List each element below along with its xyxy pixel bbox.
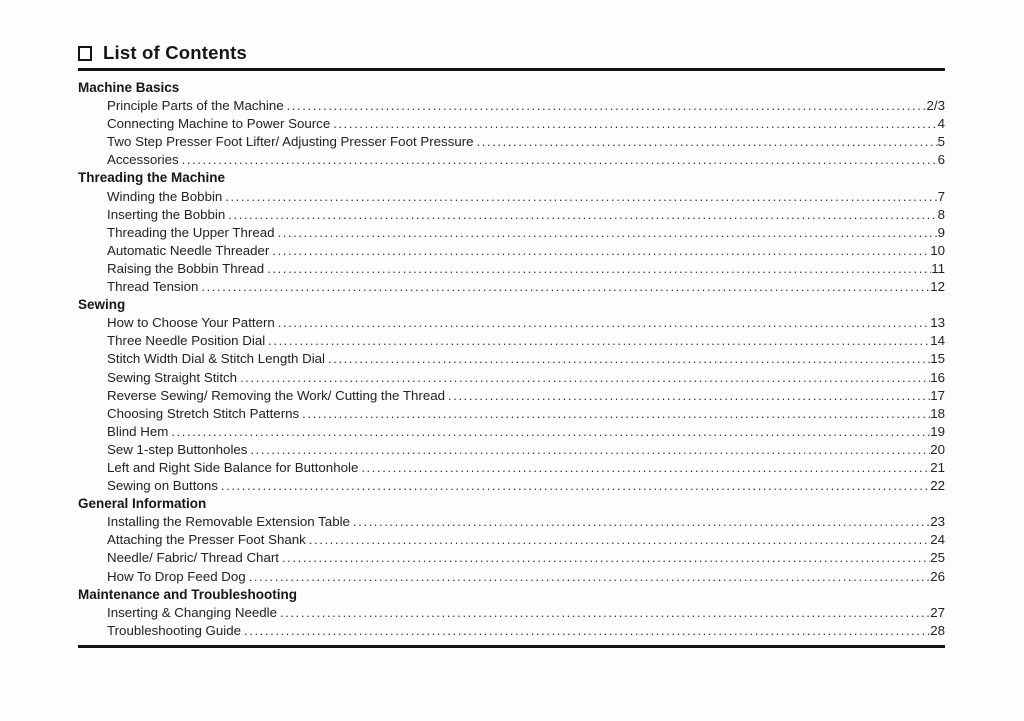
- toc-entry-label: Two Step Presser Foot Lifter/ Adjusting Presser Foot Pressure: [107, 134, 474, 150]
- toc-entry-label: Inserting & Changing Needle: [107, 604, 278, 620]
- toc-entry-page: 15: [930, 351, 945, 367]
- dot-leader: [278, 224, 938, 242]
- toc-entry-page: 10: [930, 242, 945, 258]
- section-heading-label: Threading the Machine: [78, 170, 226, 186]
- toc-entry-page: 19: [930, 423, 945, 439]
- toc-entry-label: Reverse Sewing/ Removing the Work/ Cutting the Thread: [107, 387, 446, 403]
- dot-leader: [201, 278, 930, 296]
- dot-leader: [272, 242, 930, 260]
- toc-entry-page: 5: [937, 134, 945, 150]
- dot-leader: [361, 459, 930, 477]
- page-title-row: [78, 42, 945, 64]
- toc-entry-label: Automatic Needle Threader: [107, 242, 270, 258]
- toc-entry: [78, 622, 945, 640]
- dot-leader: [353, 513, 930, 531]
- toc-entry-page: 6: [937, 152, 945, 168]
- title-rule: [78, 68, 945, 71]
- dot-leader: [448, 387, 930, 405]
- toc-entry-label: Sewing Straight Stitch: [107, 369, 238, 385]
- toc-entry-label: Raising the Bobbin Thread: [107, 260, 265, 276]
- toc-entry: [78, 369, 945, 387]
- toc-entry-page: 9: [937, 224, 945, 240]
- toc-entry-label: Troubleshooting Guide: [107, 622, 242, 638]
- section-heading-label: Machine Basics: [78, 80, 180, 95]
- dot-leader: [309, 531, 930, 549]
- toc-entry-page: 25: [930, 550, 945, 566]
- dot-leader: [302, 405, 930, 423]
- toc-entry: [78, 97, 945, 115]
- toc-section-heading: [78, 495, 945, 513]
- toc-entry-page: 17: [930, 387, 945, 403]
- toc-entry-page: 8: [937, 206, 945, 222]
- toc-entry: [78, 278, 945, 296]
- toc-entry-label: Thread Tension: [107, 279, 199, 295]
- dot-leader: [280, 604, 930, 622]
- dot-leader: [268, 332, 930, 350]
- toc-entry: [78, 459, 945, 477]
- square-bullet-icon: [78, 46, 92, 61]
- toc-entry: [78, 133, 945, 151]
- section-heading-label: Sewing: [78, 297, 126, 313]
- toc-entry-page: 16: [930, 369, 945, 385]
- toc-entry-page: 12: [930, 279, 945, 295]
- toc-entry-page: 23: [930, 514, 945, 530]
- toc-entry: [78, 332, 945, 350]
- toc-entry-page: 2/3: [926, 98, 945, 114]
- toc-section-heading: [78, 169, 945, 187]
- toc-entry: [78, 350, 945, 368]
- dot-leader: [333, 115, 937, 133]
- toc-entry-page: 4: [937, 116, 945, 132]
- toc-entry-page: 24: [930, 532, 945, 548]
- toc-entry: [78, 188, 945, 206]
- toc-entry-label: Stitch Width Dial & Stitch Length Dial: [107, 351, 326, 367]
- toc-entry-label: Left and Right Side Balance for Buttonhole: [107, 459, 359, 475]
- toc-entry-page: 26: [930, 568, 945, 584]
- dot-leader: [328, 350, 930, 368]
- toc-entry-label: Installing the Removable Extension Table: [107, 514, 350, 530]
- dot-leader: [282, 549, 930, 567]
- dot-leader: [225, 188, 937, 206]
- toc-entry: [78, 513, 945, 531]
- toc-entry-label: Choosing Stretch Stitch Patterns: [107, 405, 300, 421]
- toc-entry-label: Sew 1-step Buttonholes: [107, 441, 248, 457]
- toc-entry-page: 14: [930, 333, 945, 349]
- toc-entry: [78, 387, 945, 405]
- toc-entry: [78, 314, 945, 332]
- toc-entry: [78, 423, 945, 441]
- toc-entry-label: Three Needle Position Dial: [107, 333, 266, 349]
- dot-leader: [171, 423, 930, 441]
- toc-entry-label: Inserting the Bobbin: [107, 206, 226, 222]
- dot-leader: [244, 622, 930, 640]
- dot-leader: [267, 260, 931, 278]
- toc-entry-page: 22: [930, 478, 945, 494]
- toc-entry: [78, 151, 945, 169]
- toc-entry: [78, 568, 945, 586]
- toc-entry-label: Accessories: [107, 152, 179, 168]
- footer-rule: [78, 645, 945, 648]
- toc-entry-page: 11: [931, 260, 945, 276]
- toc-entry-label: Winding the Bobbin: [107, 188, 223, 204]
- dot-leader: [228, 206, 937, 224]
- toc-entry-label: How to Choose Your Pattern: [107, 315, 275, 331]
- toc-entry-label: Blind Hem: [107, 423, 169, 439]
- toc-entry: [78, 441, 945, 459]
- toc-entry-label: Attaching the Presser Foot Shank: [107, 532, 306, 548]
- dot-leader: [287, 97, 927, 115]
- toc-entry: [78, 224, 945, 242]
- dot-leader: [221, 477, 930, 495]
- dot-leader: [182, 151, 938, 169]
- toc-entry: [78, 115, 945, 133]
- toc-entry: [78, 477, 945, 495]
- dot-leader: [278, 314, 930, 332]
- toc-entry-label: Sewing on Buttons: [107, 478, 218, 494]
- toc-entry-label: Principle Parts of the Machine: [107, 98, 284, 114]
- toc-entry: [78, 242, 945, 260]
- toc-entry-page: 13: [930, 315, 945, 331]
- toc-entry-page: 7: [937, 188, 945, 204]
- toc-entry-page: 18: [930, 405, 945, 421]
- toc-entry: [78, 531, 945, 549]
- table-of-contents: [78, 79, 945, 640]
- toc-entry-label: Connecting Machine to Power Source: [107, 116, 331, 132]
- page-title: List of Contents: [103, 42, 247, 63]
- toc-entry-label: Needle/ Fabric/ Thread Chart: [107, 550, 279, 566]
- toc-entry: [78, 206, 945, 224]
- dot-leader: [249, 568, 931, 586]
- toc-section-heading: [78, 586, 945, 604]
- toc-entry-page: 27: [930, 604, 945, 620]
- toc-entry: [78, 549, 945, 567]
- toc-entry-label: How To Drop Feed Dog: [107, 568, 246, 584]
- toc-entry-label: Threading the Upper Thread: [107, 224, 275, 240]
- toc-entry: [78, 405, 945, 423]
- toc-section-heading: [78, 79, 945, 97]
- toc-entry: [78, 260, 945, 278]
- section-heading-label: Maintenance and Troubleshooting: [78, 586, 298, 602]
- section-heading-label: General Information: [78, 496, 207, 512]
- dot-leader: [250, 441, 930, 459]
- toc-entry-page: 21: [930, 459, 945, 475]
- dot-leader: [240, 369, 930, 387]
- toc-entry-page: 28: [930, 622, 945, 638]
- toc-section-heading: [78, 296, 945, 314]
- dot-leader: [477, 133, 938, 151]
- toc-entry: [78, 604, 945, 622]
- toc-entry-page: 20: [930, 441, 945, 457]
